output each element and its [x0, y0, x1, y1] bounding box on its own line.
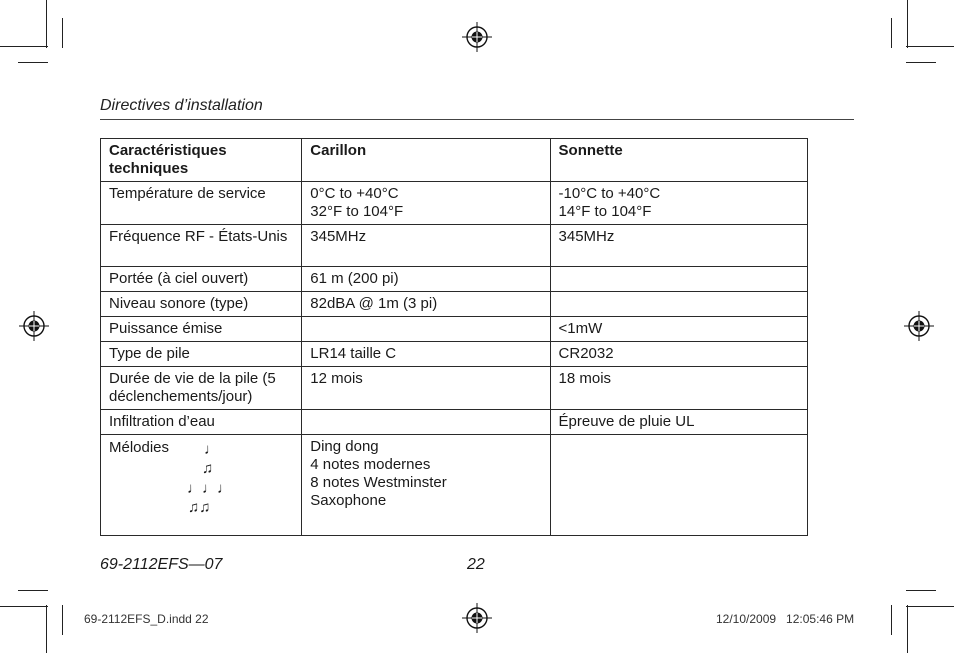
- row-label: Niveau sonore (type): [101, 292, 302, 317]
- table-row: [101, 292, 808, 317]
- crop-mark: [46, 0, 47, 48]
- row-label: Portée (à ciel ouvert): [101, 267, 302, 292]
- crop-mark: [906, 590, 936, 591]
- section-title: Directives d’installation: [100, 97, 263, 114]
- page-number: 22: [467, 556, 485, 573]
- cell-sonnette: 18 mois: [550, 367, 807, 410]
- row-label: Infiltration d’eau: [101, 410, 302, 435]
- cell-carillon: 345MHz: [302, 225, 550, 267]
- quarter-note-icon: ♩: [204, 441, 219, 458]
- table-row: [101, 342, 808, 367]
- column-header: Sonnette: [550, 139, 807, 182]
- cell-carillon: 61 m (200 pi): [302, 267, 550, 292]
- registration-mark-icon: [462, 603, 492, 633]
- cell-carillon: [302, 182, 550, 225]
- eighth-notes-icon: ♫: [202, 460, 214, 477]
- melody-name: 8 notes Westminster: [310, 474, 447, 491]
- cell-sonnette: <1mW: [550, 317, 807, 342]
- crop-mark: [907, 605, 908, 653]
- column-header: Caractéristiques techniques: [101, 139, 302, 182]
- cell-line: 0°C to +40°C: [310, 185, 399, 202]
- crop-mark: [0, 606, 48, 607]
- crop-mark: [906, 46, 954, 47]
- registration-mark-icon: [904, 311, 934, 341]
- cell-sonnette: [550, 435, 807, 536]
- crop-mark: [906, 62, 936, 63]
- cell-sonnette: 345MHz: [550, 225, 807, 267]
- document-code: 69-2112EFS—07: [100, 556, 223, 573]
- cell-sonnette: [550, 267, 807, 292]
- table-row-melodies: [101, 435, 808, 536]
- cell-line: 14°F to 104°F: [558, 203, 652, 220]
- registration-mark-icon: [19, 311, 49, 341]
- table-row: [101, 182, 808, 225]
- crop-mark: [46, 605, 47, 653]
- table-header-row: [101, 139, 808, 182]
- cell-carillon: [302, 317, 550, 342]
- crop-mark: [62, 18, 63, 48]
- crop-mark: [907, 0, 908, 48]
- melody-name: 4 notes modernes: [310, 456, 431, 473]
- crop-mark: [891, 18, 892, 48]
- three-quarter-notes-icon: ♩♩♩: [187, 480, 232, 497]
- table-row: [101, 317, 808, 342]
- slug-datetime: 12/10/2009 12:05:46 PM: [716, 612, 855, 626]
- double-eighth-notes-icon: ♫♫: [188, 499, 211, 516]
- crop-mark: [18, 62, 48, 63]
- registration-mark-icon: [462, 22, 492, 52]
- melodies-label: Mélodies: [109, 439, 170, 456]
- melody-name: Saxophone: [310, 492, 387, 509]
- row-label: Type de pile: [101, 342, 302, 367]
- cell-carillon: LR14 taille C: [302, 342, 550, 367]
- cell-line: 32°F to 104°F: [310, 203, 404, 220]
- slug-filename: 69-2112EFS_D.indd 22: [84, 612, 209, 626]
- row-label: Température de service: [101, 182, 302, 225]
- table-row: [101, 267, 808, 292]
- row-label: Fréquence RF - États-Unis: [101, 225, 302, 267]
- header-divider: [100, 119, 854, 120]
- cell-sonnette: CR2032: [550, 342, 807, 367]
- melody-name: Ding dong: [310, 438, 379, 455]
- table-row: [101, 410, 808, 435]
- cell-carillon: [302, 435, 550, 536]
- cell-carillon: 12 mois: [302, 367, 550, 410]
- table-row: [101, 367, 808, 410]
- crop-mark: [62, 605, 63, 635]
- cell-sonnette: [550, 292, 807, 317]
- cell-carillon: 82dBA @ 1m (3 pi): [302, 292, 550, 317]
- crop-mark: [891, 605, 892, 635]
- column-header: Carillon: [302, 139, 550, 182]
- cell-sonnette: [550, 182, 807, 225]
- crop-mark: [906, 606, 954, 607]
- cell-line: -10°C to +40°C: [558, 185, 661, 202]
- row-label: [101, 435, 302, 536]
- crop-mark: [18, 590, 48, 591]
- cell-carillon: [302, 410, 550, 435]
- cell-sonnette: Épreuve de pluie UL: [550, 410, 807, 435]
- specifications-table: [100, 138, 808, 536]
- row-label: Puissance émise: [101, 317, 302, 342]
- row-label: Durée de vie de la pile (5 déclenchements/jour): [101, 367, 302, 410]
- crop-mark: [0, 46, 48, 47]
- table-row: [101, 225, 808, 267]
